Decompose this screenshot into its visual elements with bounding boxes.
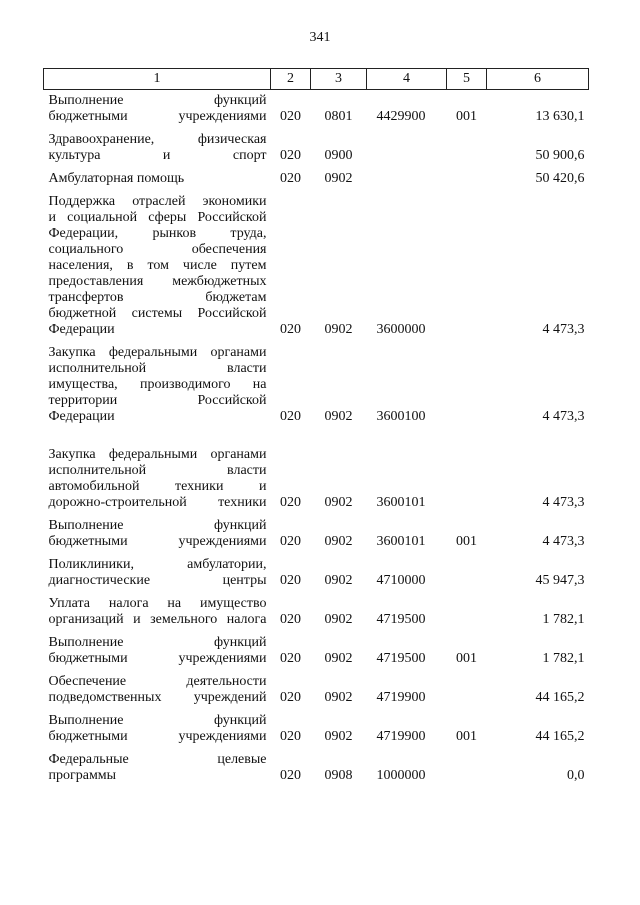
description-line: культура и спорт (48, 148, 267, 163)
row-code-5: 001 (456, 534, 477, 549)
row-code-3: 0902 (324, 573, 353, 588)
row-description (44, 191, 271, 342)
row-code-3: 0902 (324, 612, 353, 627)
row-description (44, 168, 271, 191)
description-line: Обеспечение деятельности (48, 674, 267, 689)
description-line: и социальной сферы Российской (48, 210, 267, 225)
description-line: трансфертов бюджетам (48, 290, 267, 305)
row-code-2: 020 (280, 573, 301, 588)
description-line: исполнительной власти (48, 463, 267, 478)
row-code-3: 0902 (324, 690, 353, 705)
table-body (44, 90, 589, 789)
description-line: бюджетными учреждениями (48, 651, 267, 666)
row-description (44, 593, 271, 632)
row-description (44, 515, 271, 554)
row-code-4: 3600000 (376, 322, 426, 337)
row-code-5: 001 (456, 729, 477, 744)
budget-table (43, 68, 589, 788)
page-number: 341 (309, 30, 331, 45)
table-row (44, 429, 589, 515)
description-line: Выполнение функций (48, 635, 267, 650)
description-line: подведомственных учреждений (48, 690, 267, 705)
row-code-4 (367, 129, 447, 168)
description-line: предоставления межбюджетных (48, 274, 267, 289)
row-code-3: 0902 (324, 322, 353, 337)
row-code-5 (447, 129, 487, 168)
row-amount: 50 900,6 (535, 148, 585, 163)
description-line: имущества, производимого на (48, 377, 267, 392)
row-amount: 50 420,6 (535, 171, 585, 186)
row-code-4: 3600101 (376, 495, 426, 510)
row-amount: 44 165,2 (535, 729, 585, 744)
row-amount: 13 630,1 (535, 109, 585, 124)
description-line: населения, в том числе путем (48, 258, 267, 273)
table-row (44, 554, 589, 593)
column-header-3: 3 (311, 69, 367, 90)
row-code-4: 4719900 (376, 690, 426, 705)
row-code-2: 020 (280, 322, 301, 337)
row-code-3: 0801 (324, 109, 353, 124)
row-code-2: 020 (280, 534, 301, 549)
row-code-2: 020 (280, 690, 301, 705)
table-row (44, 515, 589, 554)
description-line: бюджетными учреждениями (48, 109, 267, 124)
description-line: Выполнение функций (48, 93, 267, 108)
description-line: Здравоохранение, физическая (48, 132, 267, 147)
table-header-row (44, 69, 589, 90)
row-code-2: 020 (280, 651, 301, 666)
row-code-5 (447, 554, 487, 593)
row-amount: 44 165,2 (535, 690, 585, 705)
row-code-2: 020 (280, 495, 301, 510)
row-code-3: 0902 (324, 409, 353, 424)
row-amount: 1 782,1 (542, 651, 585, 666)
description-line: Федерации (48, 409, 115, 424)
row-description (44, 710, 271, 749)
description-line: Поликлиники, амбулатории, (48, 557, 267, 572)
row-code-4: 4719500 (376, 651, 426, 666)
row-code-3: 0902 (324, 651, 353, 666)
description-line: социального обеспечения (48, 242, 267, 257)
row-code-2: 020 (280, 109, 301, 124)
table-row (44, 671, 589, 710)
row-code-2: 020 (280, 409, 301, 424)
row-code-5 (447, 749, 487, 788)
row-amount: 0,0 (567, 768, 585, 783)
row-code-5 (447, 191, 487, 342)
description-line: Амбулаторная помощь (48, 171, 185, 186)
description-line: территории Российской (48, 393, 267, 408)
row-code-4: 4719500 (376, 612, 426, 627)
row-amount: 4 473,3 (542, 495, 585, 510)
description-line: Федеральные целевые (48, 752, 267, 767)
row-code-2: 020 (280, 768, 301, 783)
table-row (44, 90, 589, 130)
row-code-3: 0902 (324, 171, 353, 186)
description-line: Закупка федеральными органами (48, 447, 267, 462)
column-header-5: 5 (447, 69, 487, 90)
description-line: организаций и земельного налога (48, 612, 267, 627)
row-description (44, 671, 271, 710)
column-header-6: 6 (487, 69, 589, 90)
row-description (44, 554, 271, 593)
row-code-4: 1000000 (376, 768, 426, 783)
row-code-3: 0902 (324, 495, 353, 510)
description-line: исполнительной власти (48, 361, 267, 376)
row-description (44, 749, 271, 788)
column-header-1: 1 (44, 69, 271, 90)
description-line: дорожно-строительной техники (48, 495, 267, 510)
row-amount: 4 473,3 (542, 534, 585, 549)
table-row (44, 593, 589, 632)
description-line: Уплата налога на имущество (48, 596, 267, 611)
row-amount: 1 782,1 (542, 612, 585, 627)
row-code-5 (447, 671, 487, 710)
row-code-5: 001 (456, 109, 477, 124)
description-line: Федерации, рынков труда, (48, 226, 267, 241)
table-row (44, 710, 589, 749)
description-line: бюджетной системы Российской (48, 306, 267, 321)
row-code-2: 020 (280, 612, 301, 627)
description-line: Закупка федеральными органами (48, 345, 267, 360)
description-line: Поддержка отраслей экономики (48, 194, 267, 209)
row-code-5 (447, 429, 487, 515)
description-line: бюджетными учреждениями (48, 534, 267, 549)
row-amount: 4 473,3 (542, 322, 585, 337)
row-code-2: 020 (280, 148, 301, 163)
description-line: программы (48, 768, 117, 783)
table-row (44, 632, 589, 671)
row-code-2: 020 (280, 729, 301, 744)
description-line: бюджетными учреждениями (48, 729, 267, 744)
row-code-5 (447, 342, 487, 429)
row-description (44, 632, 271, 671)
row-code-3: 0902 (324, 729, 353, 744)
description-line: Федерации (48, 322, 115, 337)
table-row (44, 191, 589, 342)
row-description (44, 429, 271, 515)
table-row (44, 168, 589, 191)
row-description (44, 90, 271, 130)
description-line: диагностические центры (48, 573, 267, 588)
column-header-2: 2 (271, 69, 311, 90)
row-code-5 (447, 593, 487, 632)
row-description (44, 342, 271, 429)
description-line: Выполнение функций (48, 518, 267, 533)
row-code-4: 3600101 (376, 534, 426, 549)
row-code-3: 0908 (324, 768, 353, 783)
row-code-5: 001 (456, 651, 477, 666)
row-code-4: 4719900 (376, 729, 426, 744)
row-amount: 45 947,3 (535, 573, 585, 588)
row-code-2: 020 (280, 171, 301, 186)
row-code-4: 4710000 (376, 573, 426, 588)
row-code-5 (447, 168, 487, 191)
description-line: Выполнение функций (48, 713, 267, 728)
row-code-4: 4429900 (376, 109, 426, 124)
row-description (44, 129, 271, 168)
row-code-4: 3600100 (376, 409, 426, 424)
row-code-4 (367, 168, 447, 191)
table-row (44, 129, 589, 168)
column-header-4: 4 (367, 69, 447, 90)
row-code-3: 0900 (324, 148, 353, 163)
table-row (44, 342, 589, 429)
row-amount: 4 473,3 (542, 409, 585, 424)
row-code-3: 0902 (324, 534, 353, 549)
description-line: автомобильной техники и (48, 479, 267, 494)
table-row (44, 749, 589, 788)
